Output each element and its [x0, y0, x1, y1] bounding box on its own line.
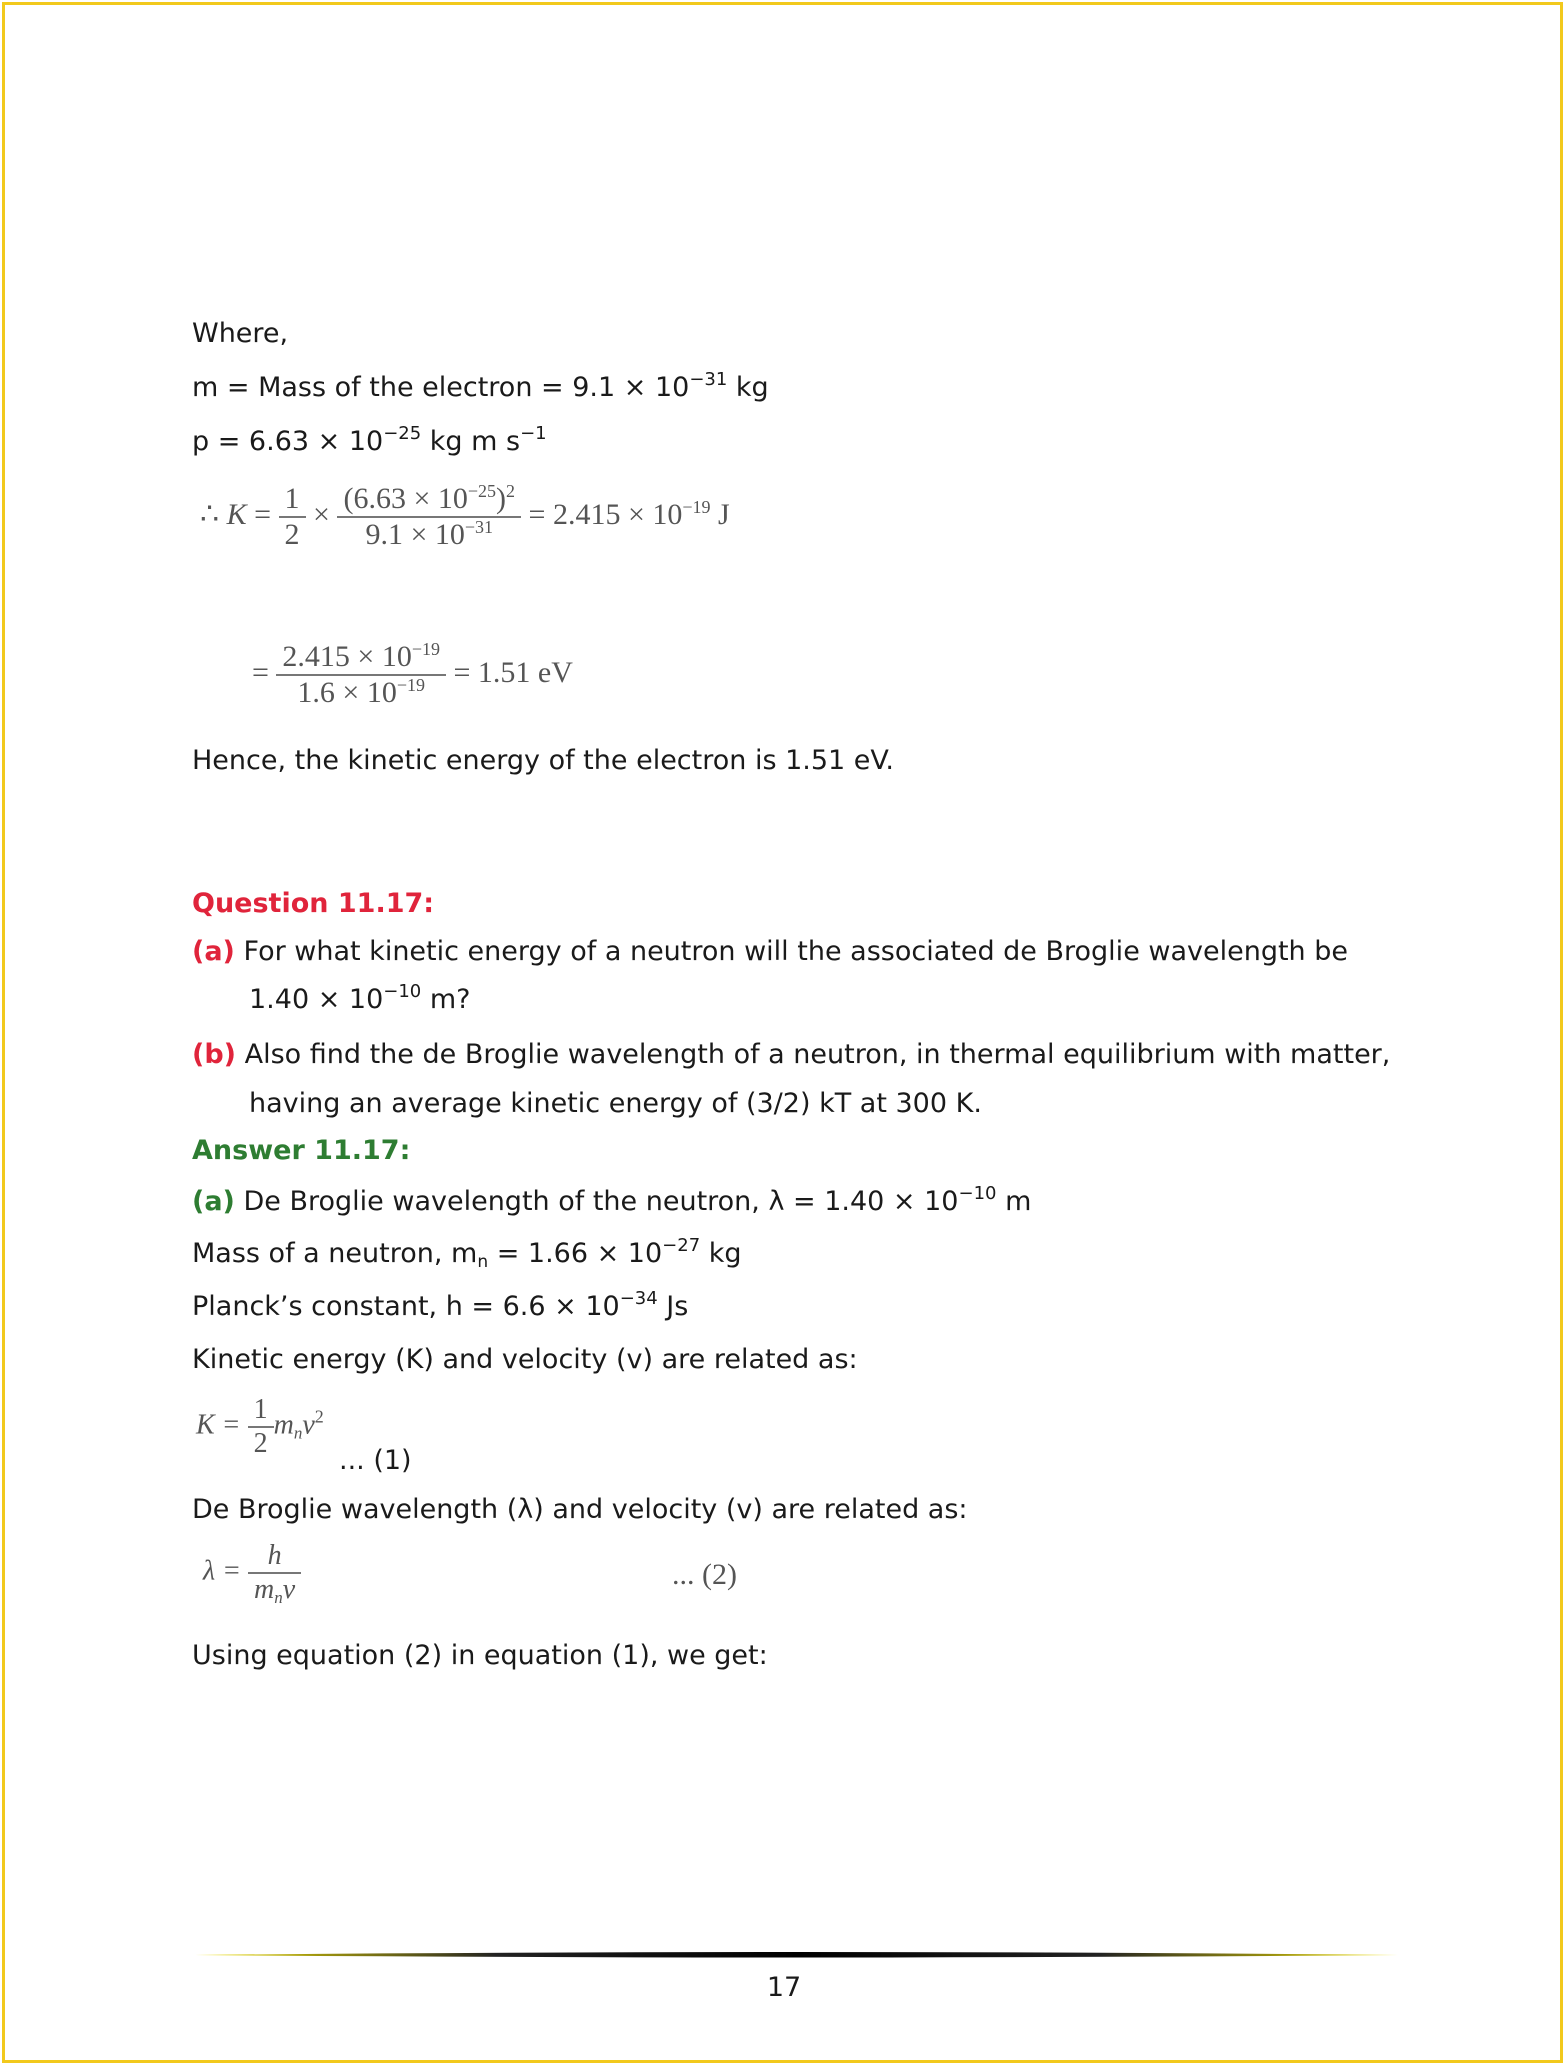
answer-wavelength-line: (a) De Broglie wavelength of the neutron, $\lambda = 1.40 \times 10^{-10}$ m — [192, 1183, 1032, 1217]
question-part-a-cont: $1.40 \times 10^{-10}$ m? — [249, 981, 471, 1015]
debroglie-relation-line: De Broglie wavelength (λ) and velocity (v) are related as: — [192, 1494, 968, 1525]
planck-constant-line: Planck’s constant, $h = 6.6 \times 10^{-34}$ Js — [192, 1288, 689, 1322]
page-border — [2, 2, 1563, 2063]
substitution-line: Using equation (2) in equation (1), we get: — [192, 1640, 768, 1671]
equation-2: λ = $\frac{h}{m_nv}$ — [203, 1540, 301, 1606]
question-title: Question 11.17: — [192, 888, 435, 919]
question-part-a: (a) For what kinetic energy of a neutron will the associated de Broglie wavelength be — [192, 936, 1348, 967]
electron-volt-equation: = $\frac{2.415 \times 10^{-19}}{1.6 \times 10^{-19}}$ = 1.51 eV — [252, 639, 573, 709]
answer-title: Answer 11.17: — [192, 1135, 411, 1166]
where-label: Where, — [192, 318, 289, 349]
equation-1: K = $\frac{1}{2}$ $m_nv^2$ — [196, 1394, 324, 1459]
question-part-b-cont: having an average kinetic energy of (3/2) kT at 300 K. — [249, 1088, 982, 1119]
kinetic-relation-line: Kinetic energy (K) and velocity (v) are related as: — [192, 1344, 858, 1375]
equation-1-tag: ... (1) — [339, 1445, 412, 1476]
equation-2-tag: ... (2) — [672, 1558, 737, 1591]
footer-divider — [195, 1951, 1401, 1959]
page-number: 17 — [766, 1972, 802, 2003]
momentum-line: $p = 6.63 \times 10^{-25}$ kg m $s^{-1}$ — [192, 423, 547, 457]
electron-mass-line: m = Mass of the electron = $9.1 \times 10^{-31}$ kg — [192, 369, 769, 403]
hence-line: Hence, the kinetic energy of the electron is 1.51 eV. — [192, 745, 894, 776]
kinetic-energy-equation: ∴ K = $\frac{1}{2}$ × $\frac{(6.63 \times 10^{-25})^2}{9.1 \times 10^{-31}}$ = $2.415 \times 10^{-19}$ J — [200, 481, 730, 551]
neutron-mass-line: Mass of a neutron, $m_n = 1.66 \times 10^{-27}$ kg — [192, 1235, 742, 1272]
question-part-b: (b) Also find the de Broglie wavelength of a neutron, in thermal equilibrium with matter, — [192, 1039, 1391, 1070]
